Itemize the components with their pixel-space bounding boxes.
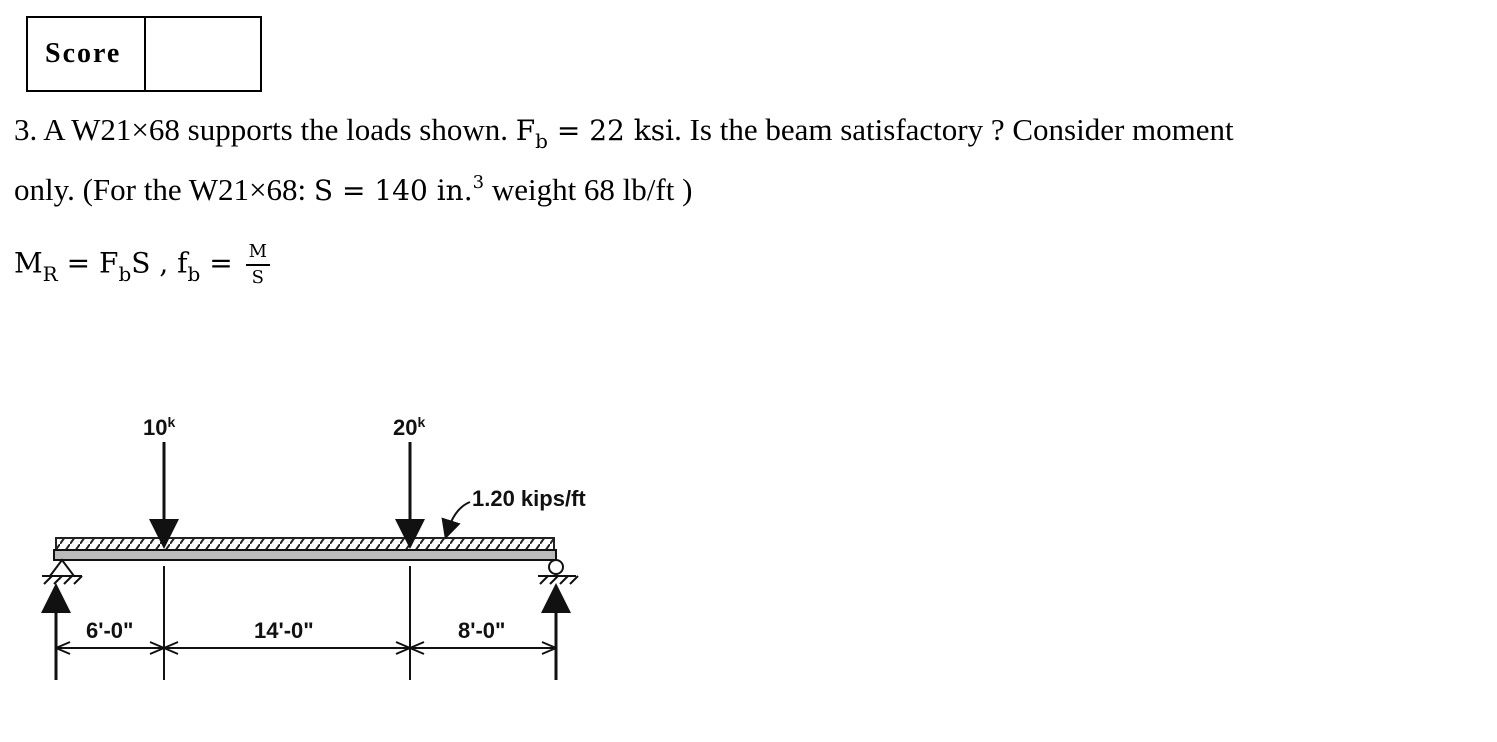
fraction-denominator: S	[251, 267, 264, 288]
dimension-14ft: 14'-0"	[254, 618, 314, 643]
section-modulus-exponent: 3	[472, 172, 485, 193]
formula-line	[14, 240, 270, 290]
fb-value: = 22 ksi	[547, 114, 675, 147]
fraction	[246, 240, 270, 290]
times-symbol: ×	[131, 112, 149, 147]
fb-subscript: b	[535, 129, 548, 153]
score-value-field[interactable]	[146, 18, 260, 90]
section-modulus-text: S = 140 in.	[313, 174, 473, 207]
load-20k-label: 20$^k$	[393, 414, 426, 440]
problem-suffix-b: . Is the beam satisfactory ? Consider moment	[674, 112, 1234, 147]
times-symbol-2: ×	[249, 172, 267, 207]
problem-suffix-a: 68 supports the loads shown.	[148, 112, 516, 147]
comma: ,	[150, 246, 178, 280]
score-label: Score	[28, 18, 146, 90]
dimension-8ft: 8'-0"	[458, 618, 506, 643]
score-box	[26, 16, 262, 92]
dimension-6ft: 6'-0"	[86, 618, 134, 643]
eq1: = F	[57, 246, 119, 280]
line2-a: 68:	[266, 172, 314, 207]
s-symbol: S	[131, 246, 151, 280]
fb-symbol: F	[515, 114, 536, 147]
problem-line-2	[14, 172, 692, 208]
distributed-load-band	[56, 538, 554, 550]
problem-line-1	[14, 112, 1234, 153]
beam-diagram	[0, 390, 640, 710]
fb-subscript-2: b	[118, 261, 132, 286]
fb-expression	[515, 114, 675, 153]
distributed-load-label: 1.20 kips/ft	[472, 486, 586, 511]
roller-support-right	[538, 560, 578, 584]
distributed-load-leader	[448, 502, 470, 530]
pin-support-left	[42, 560, 82, 584]
load-10k-label: 10$^k$	[143, 414, 176, 440]
mr-symbol: M	[14, 246, 43, 280]
fb2-subscript: b	[187, 261, 201, 286]
fraction-numerator: M	[246, 240, 270, 266]
eq2: =	[200, 246, 242, 280]
section-modulus	[314, 174, 484, 207]
line2-prefix: only. (For the W21	[14, 172, 250, 207]
line2-b: weight 68 lb/ft )	[484, 172, 693, 207]
mr-subscript: R	[42, 261, 58, 286]
beam	[54, 550, 556, 560]
problem-prefix: 3. A W21	[14, 112, 132, 147]
fb2-symbol: f	[177, 246, 188, 280]
